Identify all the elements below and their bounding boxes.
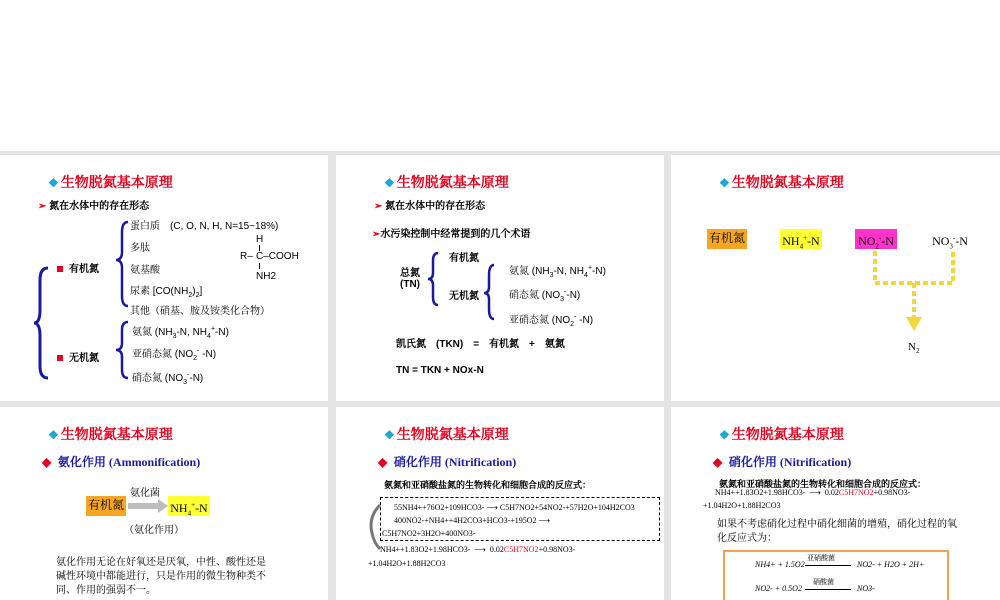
ammonium-box: $NH_4^+-N$: [168, 496, 210, 516]
bond-line: [259, 263, 260, 269]
diamond-bullet-icon: ❖: [48, 176, 59, 190]
arrow-bullet-icon: ➢: [374, 201, 383, 212]
slide-title: ❖ 生物脱氮基本原理: [719, 174, 844, 190]
diamond-bullet-icon: ❖: [719, 428, 730, 442]
blank-top-area: [0, 0, 1000, 151]
slide-thumbnail-4[interactable]: [0, 407, 328, 600]
equation-2-result: C5H7NO2+3H2O+400NO3-: [382, 529, 476, 538]
inorganic-label: 无机氮: [449, 291, 479, 302]
list-item: 多肽: [130, 243, 150, 254]
list-item: 氨基酸: [130, 265, 160, 276]
diamond-bullet-icon: ❖: [48, 428, 59, 442]
tn-label: 总氮 (TN): [400, 268, 420, 290]
nitrate-box: $NO_3^--N$: [932, 234, 968, 251]
formula-c: C–COOH: [256, 251, 299, 262]
reaction-arrow: [805, 589, 851, 590]
list-item: 其他（硝基、胺及铵类化合物）: [130, 306, 270, 317]
list-item: 硝态氮 $(NO_3^--N)$: [132, 371, 204, 386]
equation-2: +1.04H2O+1.88H2CO3: [703, 501, 781, 510]
diamond-bullet-icon: ❖: [719, 176, 730, 190]
reaction-1-left: NH4+ + 1.5O2: [755, 560, 805, 569]
equation-4: +1.04H2O+1.88H2CO3: [368, 559, 446, 568]
diamond-red-icon: ◆: [713, 455, 723, 469]
reaction-2-bacteria: 硝酸菌: [813, 578, 834, 586]
list-item: 尿素 $[CO(NH_2)_2]$: [130, 286, 203, 299]
list-item: 亚硝态氮 ($NO_2^-$ -N): [132, 347, 217, 362]
square-bullet-icon: [57, 266, 63, 272]
arrow-bullet-icon: ➢: [372, 229, 381, 240]
subtitle: 氨氮和亚硝酸盐氮的生物转化和细胞合成的反应式：: [384, 480, 592, 490]
reaction-2-right: NO3-: [857, 584, 875, 593]
formula-h: H: [256, 234, 264, 245]
organic-label: 有机氮: [57, 260, 99, 275]
terms-line: ➢水污染控制中经常提到的几个术语: [372, 229, 531, 240]
section-heading: ◆ 硝化作用 (Nitrification): [378, 455, 517, 469]
equation-2: 400NO2-+NH4++4H2CO3+HCO3-+195O2 ⟶: [394, 516, 551, 525]
bond-line: [259, 245, 260, 251]
slide-title: ❖ 生物脱氮基本原理: [384, 426, 509, 442]
flow-arrows: [861, 249, 971, 339]
gray-arrow: [128, 499, 170, 513]
slide-thumbnail-6[interactable]: [671, 407, 1000, 600]
diamond-bullet-icon: ❖: [384, 176, 395, 190]
reaction-arrow: [805, 565, 851, 566]
slide-thumbnail-5[interactable]: [336, 407, 664, 600]
organic-label: 有机氮: [449, 253, 479, 264]
description: 氨化作用无论在好氧还是厌氧，中性、酸性还是 碱性环境中都能进行，只是作用的微生物种类不 同、作用的强弱不一。: [56, 557, 266, 596]
caption: （氨化作用）: [124, 525, 184, 536]
note: 如果不考虑硝化过程中硝化细菌的增殖，硝化过程的氧 化反应式为：: [717, 519, 957, 544]
organic-nitrogen-box: 有机氮: [707, 229, 747, 249]
square-bullet-icon: [57, 355, 63, 361]
formula-r: R–: [240, 251, 253, 262]
reaction-1-right: NO2- + H2O + 2H+: [857, 560, 925, 569]
ammonium-box: $NH_4^+-N$: [780, 229, 822, 249]
subtitle: 氨氮和亚硝酸盐氮的生物转化和细胞合成的反应式：: [719, 479, 927, 489]
organic-nitrogen-box: 有机氮: [86, 496, 126, 516]
reaction-2-left: NO2- + 0.5O2: [755, 584, 802, 593]
equation-1: NH4++1.83O2+1.98HCO3- ⟶ 0.02C5H7NO2+0.98NO3-: [715, 488, 911, 497]
list-item: 亚硝态氮 ($NO_2^-$ -N): [509, 313, 594, 328]
equation-3: NH4++1.83O2+1.98HCO3- ⟶ 0.02C5H7NO2+0.98NO3-: [380, 545, 576, 554]
section-heading: ◆ 硝化作用 (Nitrification): [713, 455, 852, 469]
n2-label: $N_2$: [908, 341, 920, 356]
list-item: 蛋白质 (C, O, N, H, N=15~18%): [130, 221, 279, 232]
diamond-red-icon: ◆: [42, 455, 52, 469]
tn-equation: TN = TKN + NOx-N: [396, 365, 484, 376]
slide-thumbnail-3[interactable]: [671, 155, 1000, 401]
diamond-bullet-icon: ❖: [384, 428, 395, 442]
formula-nh2: NH2: [256, 271, 277, 282]
slide-title: ❖ 生物脱氮基本原理: [719, 426, 844, 442]
slide-thumbnail-1[interactable]: [0, 155, 328, 401]
slide-title: ❖ 生物脱氮基本原理: [384, 174, 509, 190]
diamond-red-icon: ◆: [378, 455, 388, 469]
nitrite-box: $NO_2^--N$: [855, 229, 897, 249]
intro-line: ➢ 氮在水体中的存在形态: [38, 201, 150, 212]
slide-thumbnail-2[interactable]: [336, 155, 664, 401]
equation-1: 55NH4++76O2+109HCO3- ⟶ C5H7NO2+54NO2-+57H2O+104H2CO3: [394, 503, 635, 512]
inorganic-label: 无机氮: [57, 349, 99, 364]
list-item: 氨氮 ($NH_3-N$, $NH_4^+-N$): [509, 264, 606, 279]
tkn-line: 凯氏氮 (TKN) = 有机氮 + 氨氮: [396, 339, 565, 350]
reaction-1-bacteria: 亚硝酸菌: [807, 554, 835, 562]
intro-line: ➢ 氮在水体中的存在形态: [374, 201, 486, 212]
list-item: 硝态氮 $(NO_3^--N)$: [509, 288, 581, 303]
slide-title: ❖ 生物脱氮基本原理: [48, 426, 173, 442]
slide-title: ❖ 生物脱氮基本原理: [48, 174, 173, 190]
section-heading: ◆ 氨化作用 (Ammonification): [42, 455, 201, 469]
arrow-bullet-icon: ➢: [38, 201, 47, 212]
arrow-label: 氨化菌: [130, 488, 160, 499]
list-item: 氨氮 ($NH_3-N$, $NH_4^+-N$): [132, 325, 229, 340]
